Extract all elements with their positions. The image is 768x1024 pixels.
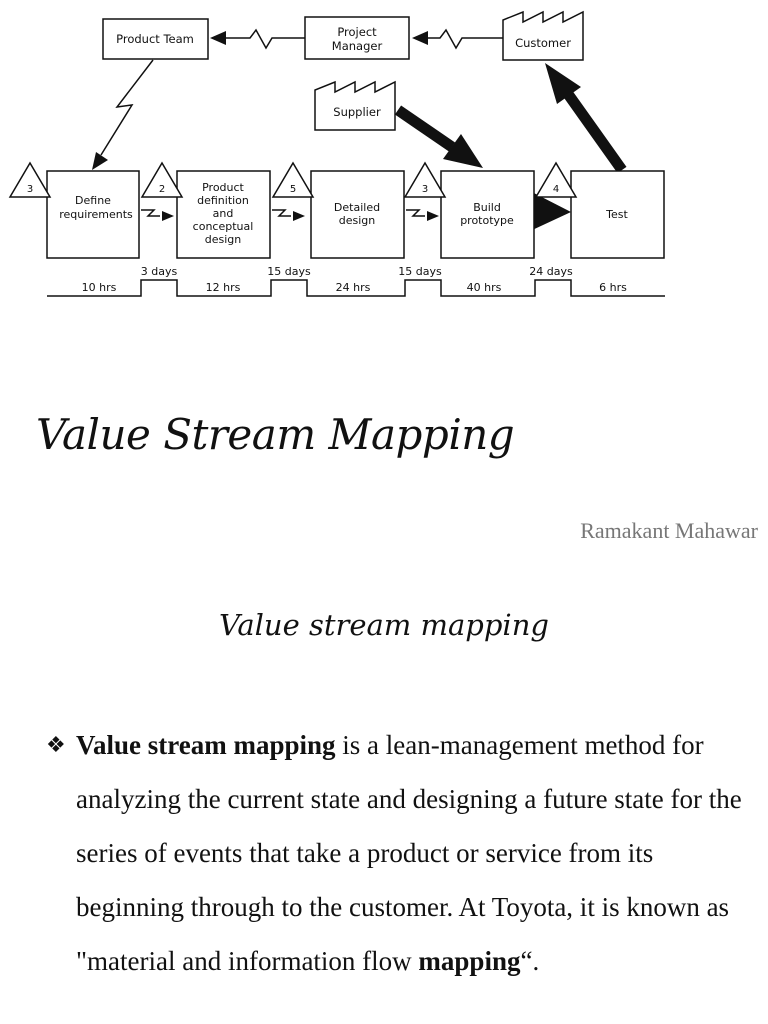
value-stream-map-diagram [0, 0, 768, 310]
cycle-time-label: 6 hrs [599, 281, 627, 294]
process-label: definition [197, 194, 249, 207]
inventory-count: 3 [26, 184, 34, 195]
cycle-time-label: 24 hrs [335, 281, 371, 294]
push-connector [141, 210, 174, 221]
page-title: Value Stream Mapping [36, 410, 515, 459]
push-arrow-supplier-to-build [398, 110, 483, 168]
inventory-count: 5 [289, 184, 297, 195]
paragraph-text: is a lean-management method for analyzing the current state and designing a future state for the series of events that take a product or service from its beginning through to the customer. At Toyota, it is known as "material and information flow [76, 730, 742, 976]
info-flow-arrow-pm-to-team [210, 30, 305, 48]
project-manager-label-line1: Project [337, 25, 377, 39]
process-label: prototype [460, 214, 514, 227]
cycle-time-label: 10 hrs [81, 281, 117, 294]
bullet-icon: ❖ [46, 732, 66, 757]
cycle-time-label: 40 hrs [466, 281, 502, 294]
wait-time-label: 3 days [140, 265, 178, 278]
bold-term-mapping: mapping [418, 946, 521, 976]
info-flow-arrow-team-to-define [92, 60, 153, 170]
push-arrow-test-to-customer [545, 63, 622, 170]
definition-paragraph [46, 718, 750, 988]
process-label: Test [606, 208, 628, 221]
wait-time-label: 15 days [398, 265, 442, 278]
process-label: Detailed [333, 201, 381, 214]
section-subtitle: Value stream mapping [219, 608, 549, 642]
process-label: design [338, 214, 376, 227]
info-flow-arrow-customer-to-pm [412, 30, 503, 48]
process-label: Product [202, 181, 244, 194]
process-label: and [212, 207, 234, 220]
push-connector [406, 210, 439, 221]
inventory-count: 4 [552, 184, 560, 195]
customer-label: Customer [515, 36, 571, 50]
paragraph-tail: “. [520, 946, 540, 976]
paragraph-body [76, 718, 750, 988]
process-label: conceptual [192, 220, 254, 233]
inventory-count: 3 [421, 184, 429, 195]
process-label: Build [473, 201, 501, 214]
product-team-label: Product Team [116, 32, 194, 46]
author-name: Ramakant Mahawar [580, 518, 758, 543]
bold-term: Value stream mapping [76, 730, 336, 760]
wait-time-label: 15 days [267, 265, 311, 278]
wait-time-label: 24 days [529, 265, 573, 278]
process-label: design [204, 233, 242, 246]
process-label: Define [75, 194, 111, 207]
cycle-time-label: 12 hrs [205, 281, 241, 294]
push-connector [272, 210, 305, 221]
supplier-label: Supplier [333, 105, 381, 119]
project-manager-label-line2: Manager [331, 39, 383, 53]
inventory-count: 2 [158, 184, 166, 195]
process-label: requirements [59, 208, 133, 221]
